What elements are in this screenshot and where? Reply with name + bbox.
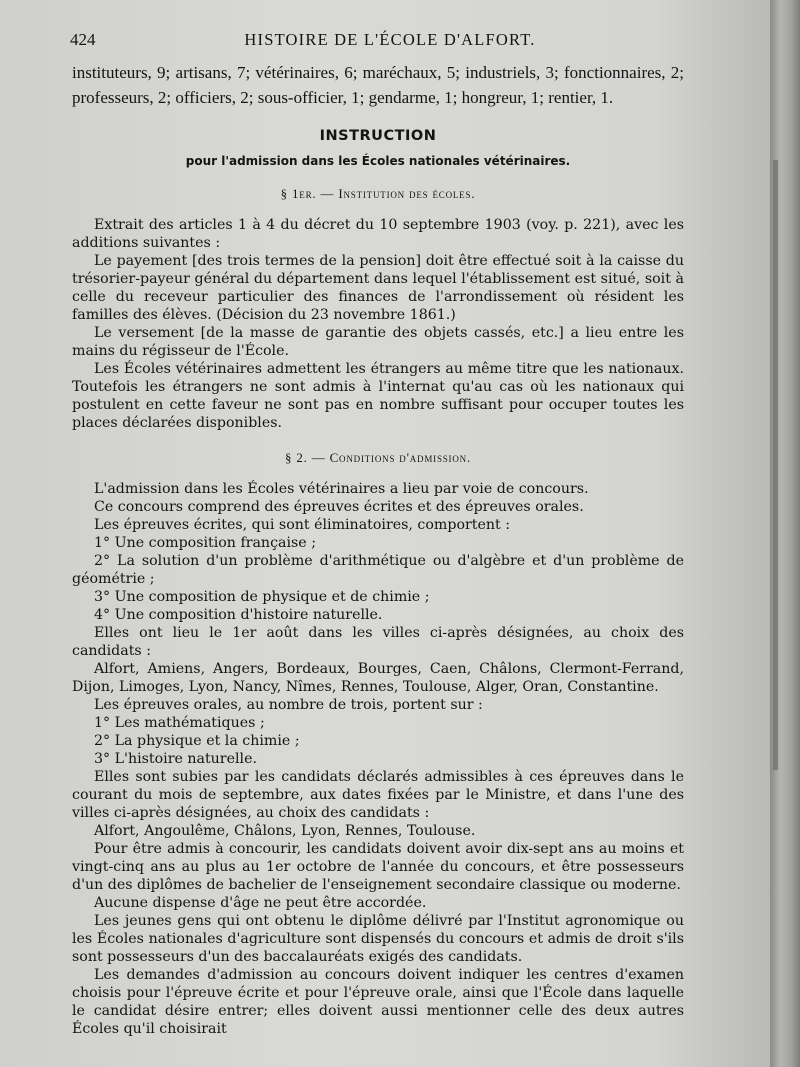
- admission-paragraph: Pour être admis à concourir, les candidats doivent avoir dix-sept ans au moins et vingt-cinq ans au plus au 1er octobre de l'année du concours, et être possesseurs d'un des diplômes de bachelier de l'enseignement secondaire classique ou moderne.: [72, 841, 684, 893]
- page-number: 424: [70, 30, 96, 49]
- oral-exam-item: 2° La physique et la chimie ;: [94, 733, 300, 749]
- lead-paragraph: instituteurs, 9; artisans, 7; vétérinaires, 6; maréchaux, 5; industriels, 3; fonctionnaires, 2; professeurs, 2; officiers, 2; sous-officier, 1; gendarme, 1; hongreur, 1; rentier, 1.: [72, 63, 684, 107]
- section-2-heading: § 2. — Conditions d'admission.: [284, 450, 471, 465]
- section-1-paragraph: Extrait des articles 1 à 4 du décret du 10 septembre 1903 (voy. p. 221), avec les additions suivantes :: [72, 217, 684, 251]
- section-1-heading: § 1er. — Institution des écoles.: [280, 186, 476, 201]
- oral-exam-cities: Alfort, Angoulême, Châlons, Lyon, Rennes, Toulouse.: [94, 823, 476, 839]
- written-exam-item: 3° Une composition de physique et de chimie ;: [94, 589, 430, 605]
- section-2-intro: Ce concours comprend des épreuves écrites et des épreuves orales.: [94, 499, 584, 515]
- oral-exam-item: 3° L'histoire naturelle.: [94, 751, 257, 767]
- admission-paragraph: Aucune dispense d'âge ne peut être accordée.: [94, 895, 427, 911]
- admission-paragraph: Les demandes d'admission au concours doivent indiquer les centres d'examen choisis pour l'épreuve écrite et pour l'épreuve orale, ainsi que l'École dans laquelle le candidat désire entrer; elles doivent aussi mentionner celle des deux autres Écoles qu'il choisirait: [72, 967, 684, 1037]
- document-title: INSTRUCTION: [319, 128, 437, 144]
- section-1-paragraph: Le payement [des trois termes de la pension] doit être effectué soit à la caisse du trésorier-payeur général du département dans lequel l'établissement est situé, soit à celle du receveur particulier des finances de l'arrondissement où résident les familles des élèves. (Décision du 23 novembre 1861.): [72, 253, 684, 323]
- oral-exam-item: 1° Les mathématiques ;: [94, 715, 265, 731]
- written-exam-item: 2° La solution d'un problème d'arithmétique ou d'algèbre et d'un problème de géométrie ;: [72, 553, 684, 587]
- page-edge: [770, 0, 800, 1067]
- document-subtitle: pour l'admission dans les Écoles nationales vétérinaires.: [185, 154, 571, 168]
- section-2-intro: L'admission dans les Écoles vétérinaires a lieu par voie de concours.: [94, 481, 589, 497]
- admission-paragraph: Les jeunes gens qui ont obtenu le diplôme délivré par l'Institut agronomique ou les Écoles nationales d'agriculture sont dispensés du concours et admis de droit s'ils sont possesseurs d'un des baccalauréats exigés des candidats.: [72, 913, 684, 965]
- binding-shadow: [773, 160, 778, 770]
- section-1-paragraph: Les Écoles vétérinaires admettent les étrangers au même titre que les nationaux. Toutefois les étrangers ne sont admis à l'internat qu'au cas où les nationaux qui postulent en cette faveur ne sont pas en nombre suffisant pour occuper toutes les places déclarées disponibles.: [72, 361, 684, 431]
- oral-exam-intro: Les épreuves orales, au nombre de trois, portent sur :: [94, 697, 483, 713]
- written-exam-cities: Alfort, Amiens, Angers, Bordeaux, Bourges, Caen, Châlons, Clermont-Ferrand, Dijon, Limoges, Lyon, Nancy, Nîmes, Rennes, Toulouse, Alger, Oran, Constantine.: [72, 661, 684, 695]
- section-2-intro: Les épreuves écrites, qui sont éliminatoires, comportent :: [94, 517, 510, 533]
- running-title: HISTOIRE DE L'ÉCOLE D'ALFORT.: [244, 30, 536, 49]
- oral-exam-date: Elles sont subies par les candidats déclarés admissibles à ces épreuves dans le courant du mois de septembre, aux dates fixées par le Ministre, et dans l'une des villes ci-après désignées, au choix des candidats :: [72, 769, 684, 821]
- written-exam-date: Elles ont lieu le 1er août dans les villes ci-après désignées, au choix des candidats :: [72, 625, 684, 659]
- written-exam-item: 1° Une composition française ;: [94, 535, 316, 551]
- page-content: [72, 60, 684, 1038]
- running-head: [70, 30, 710, 54]
- written-exam-item: 4° Une composition d'histoire naturelle.: [94, 607, 383, 623]
- section-1-paragraph: Le versement [de la masse de garantie des objets cassés, etc.] a lieu entre les mains du régisseur de l'École.: [72, 325, 684, 359]
